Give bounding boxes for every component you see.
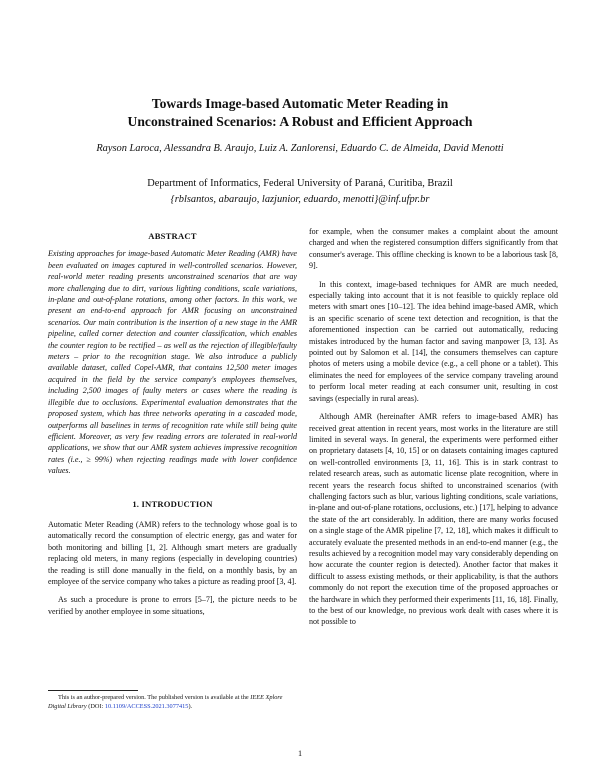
intro-paragraph-continued: for example, when the consumer makes a complaint about the amount charged and when the registered consumption differs significantly from that consumer's average. This offline checking is known to be a laborious task [8, 9].: [309, 227, 558, 271]
abstract-text: Existing approaches for image-based Automatic Meter Reading (AMR) have been evaluated on images captured in well-controlled scenarios. However, real-world meter reading presents unconstrained scenarios that are way more challenging due to dirt, various lighting conditions, scale variations, in-plane and out-of-plane rotations, among other factors. In this work, we present an end-to-end approach for AMR focusing on unconstrained scenarios. Our main contribution is the insertion of a new stage in the AMR pipeline, called corner detection and counter classification, which enables the counter region to be rectified – as well as the rejection of illegible/faulty meters – prior to the recognition stage. We also introduce a publicly available dataset, called Copel-AMR, that contains 12,500 meter images acquired in the field by the service company's employees themselves, including 2,500 images of faulty meters or cases where the reading is illegible due to occlusions. Experimental evaluation demonstrates that the proposed system, which has three networks operating in a cascaded mode, outperforms all baselines in terms of recognition rate while still being quite efficient. Moreover, as very few reading errors are tolerated in real-world applications, we show that our AMR system achieves impressive recognition rates (i.e., ≥ 99%) when rejecting readings made with lower confidence values.: [48, 249, 297, 476]
author-emails: {rblsantos, abaraujo, lazjunior, eduardo, menotti}@inf.ufpr.br: [170, 194, 430, 205]
paper-title: [0, 95, 600, 131]
left-column: [48, 226, 297, 617]
footnote: [48, 690, 297, 712]
abstract-heading: ABSTRACT: [148, 231, 197, 241]
intro-paragraph-3: In this context, image-based techniques for AMR are much needed, especially taking into account that it is not feasible to quickly replace old meters with smart ones [10–12]. The idea behind image-based AMR, which is an specific scenario of scene text detection and recognition, is that the aforementioned inspection can be carried out automatically, reducing mistakes introduced by the human factor and saving manpower [3, 13]. As pointed out by Salomon et al. [14], the consumers themselves can capture photos of meters using a mobile device (e.g., a cell phone or a tablet). This eliminates the need for employees of the service company traveling around to perform local meter reading at each consumer unit, resulting in cost savings (especially in rural areas).: [309, 279, 558, 403]
title-line-2: Unconstrained Scenarios: A Robust and Efficient Approach: [127, 114, 473, 129]
page-number: 1: [297, 749, 303, 758]
intro-paragraph-2: As such a procedure is prone to errors [5–7], the picture needs to be verified by another employee in some situations,: [48, 595, 297, 616]
footnote-text-4: ).: [188, 702, 193, 710]
intro-paragraph-4: Although AMR (hereinafter AMR refers to image-based AMR) has received great attention in recent years, most works in the literature are still limited in several ways. In general, the experiments were performed either on proprietary datasets [4, 10, 15] or on datasets containing images captured on well-controlled environments [3, 11, 16]. This is in stark contrast to related research areas, such as automatic license plate recognition, where in recent years the research focus shifted to unconstrained scenarios (with challenging factors such as blur, various lighting conditions, scale variations, in-plane and out-of-plane rotations, occlusions, etc.) [17], helping to advance the state of the art considerably. In addition, there are many works focused on a single stage of the AMR pipeline [7, 12, 18], which makes it difficult to accurately evaluate the presented methods in an end-to-end manner (e.g., the results achieved by a recognition model may vary considerably depending on how accurate the counter region is detected). Another factor that makes it difficult to assess existing methods, or their applicability, is that the authors commonly do not report the execution time of the proposed approaches or the hardware in which they performed their experiments [11, 16, 18]. Finally, to the best of our knowledge, no previous work dealt with cases where it is not possible to: [309, 412, 558, 627]
affiliation-block: [0, 176, 600, 208]
footnote-text-3: (DOI:: [88, 702, 104, 710]
author-list: Rayson Laroca, Alessandra B. Araujo, Luiz A. Zanlorensi, Eduardo C. de Almeida, David Menotti: [96, 143, 504, 154]
footnote-text-1: This is an author-prepared version. The published version is available at the: [58, 694, 249, 701]
intro-paragraph-1: Automatic Meter Reading (AMR) refers to the technology whose goal is to automatically record the consumption of electric energy, gas and water for both monitoring and billing [1, 2]. Although smart meters are gradually replacing old meters, in many regions (especially in developing countries) the reading is still done manually in the field, on a monthly basis, by an employee of the service company who takes a picture as reading proof [3, 4].: [48, 519, 297, 586]
footnote-rule: [48, 690, 138, 691]
affiliation: Department of Informatics, Federal University of Paraná, Curitiba, Brazil: [147, 178, 453, 189]
section-heading-introduction: 1. INTRODUCTION: [132, 498, 213, 509]
footnote-library: IEEE Xplore Digital Library: [48, 694, 283, 710]
doi-link[interactable]: 10.1109/ACCESS.2021.3077415: [104, 702, 189, 710]
title-line-1: Towards Image-based Automatic Meter Reading in: [151, 96, 449, 111]
footnote-text: [48, 694, 297, 712]
right-column: [309, 226, 558, 628]
